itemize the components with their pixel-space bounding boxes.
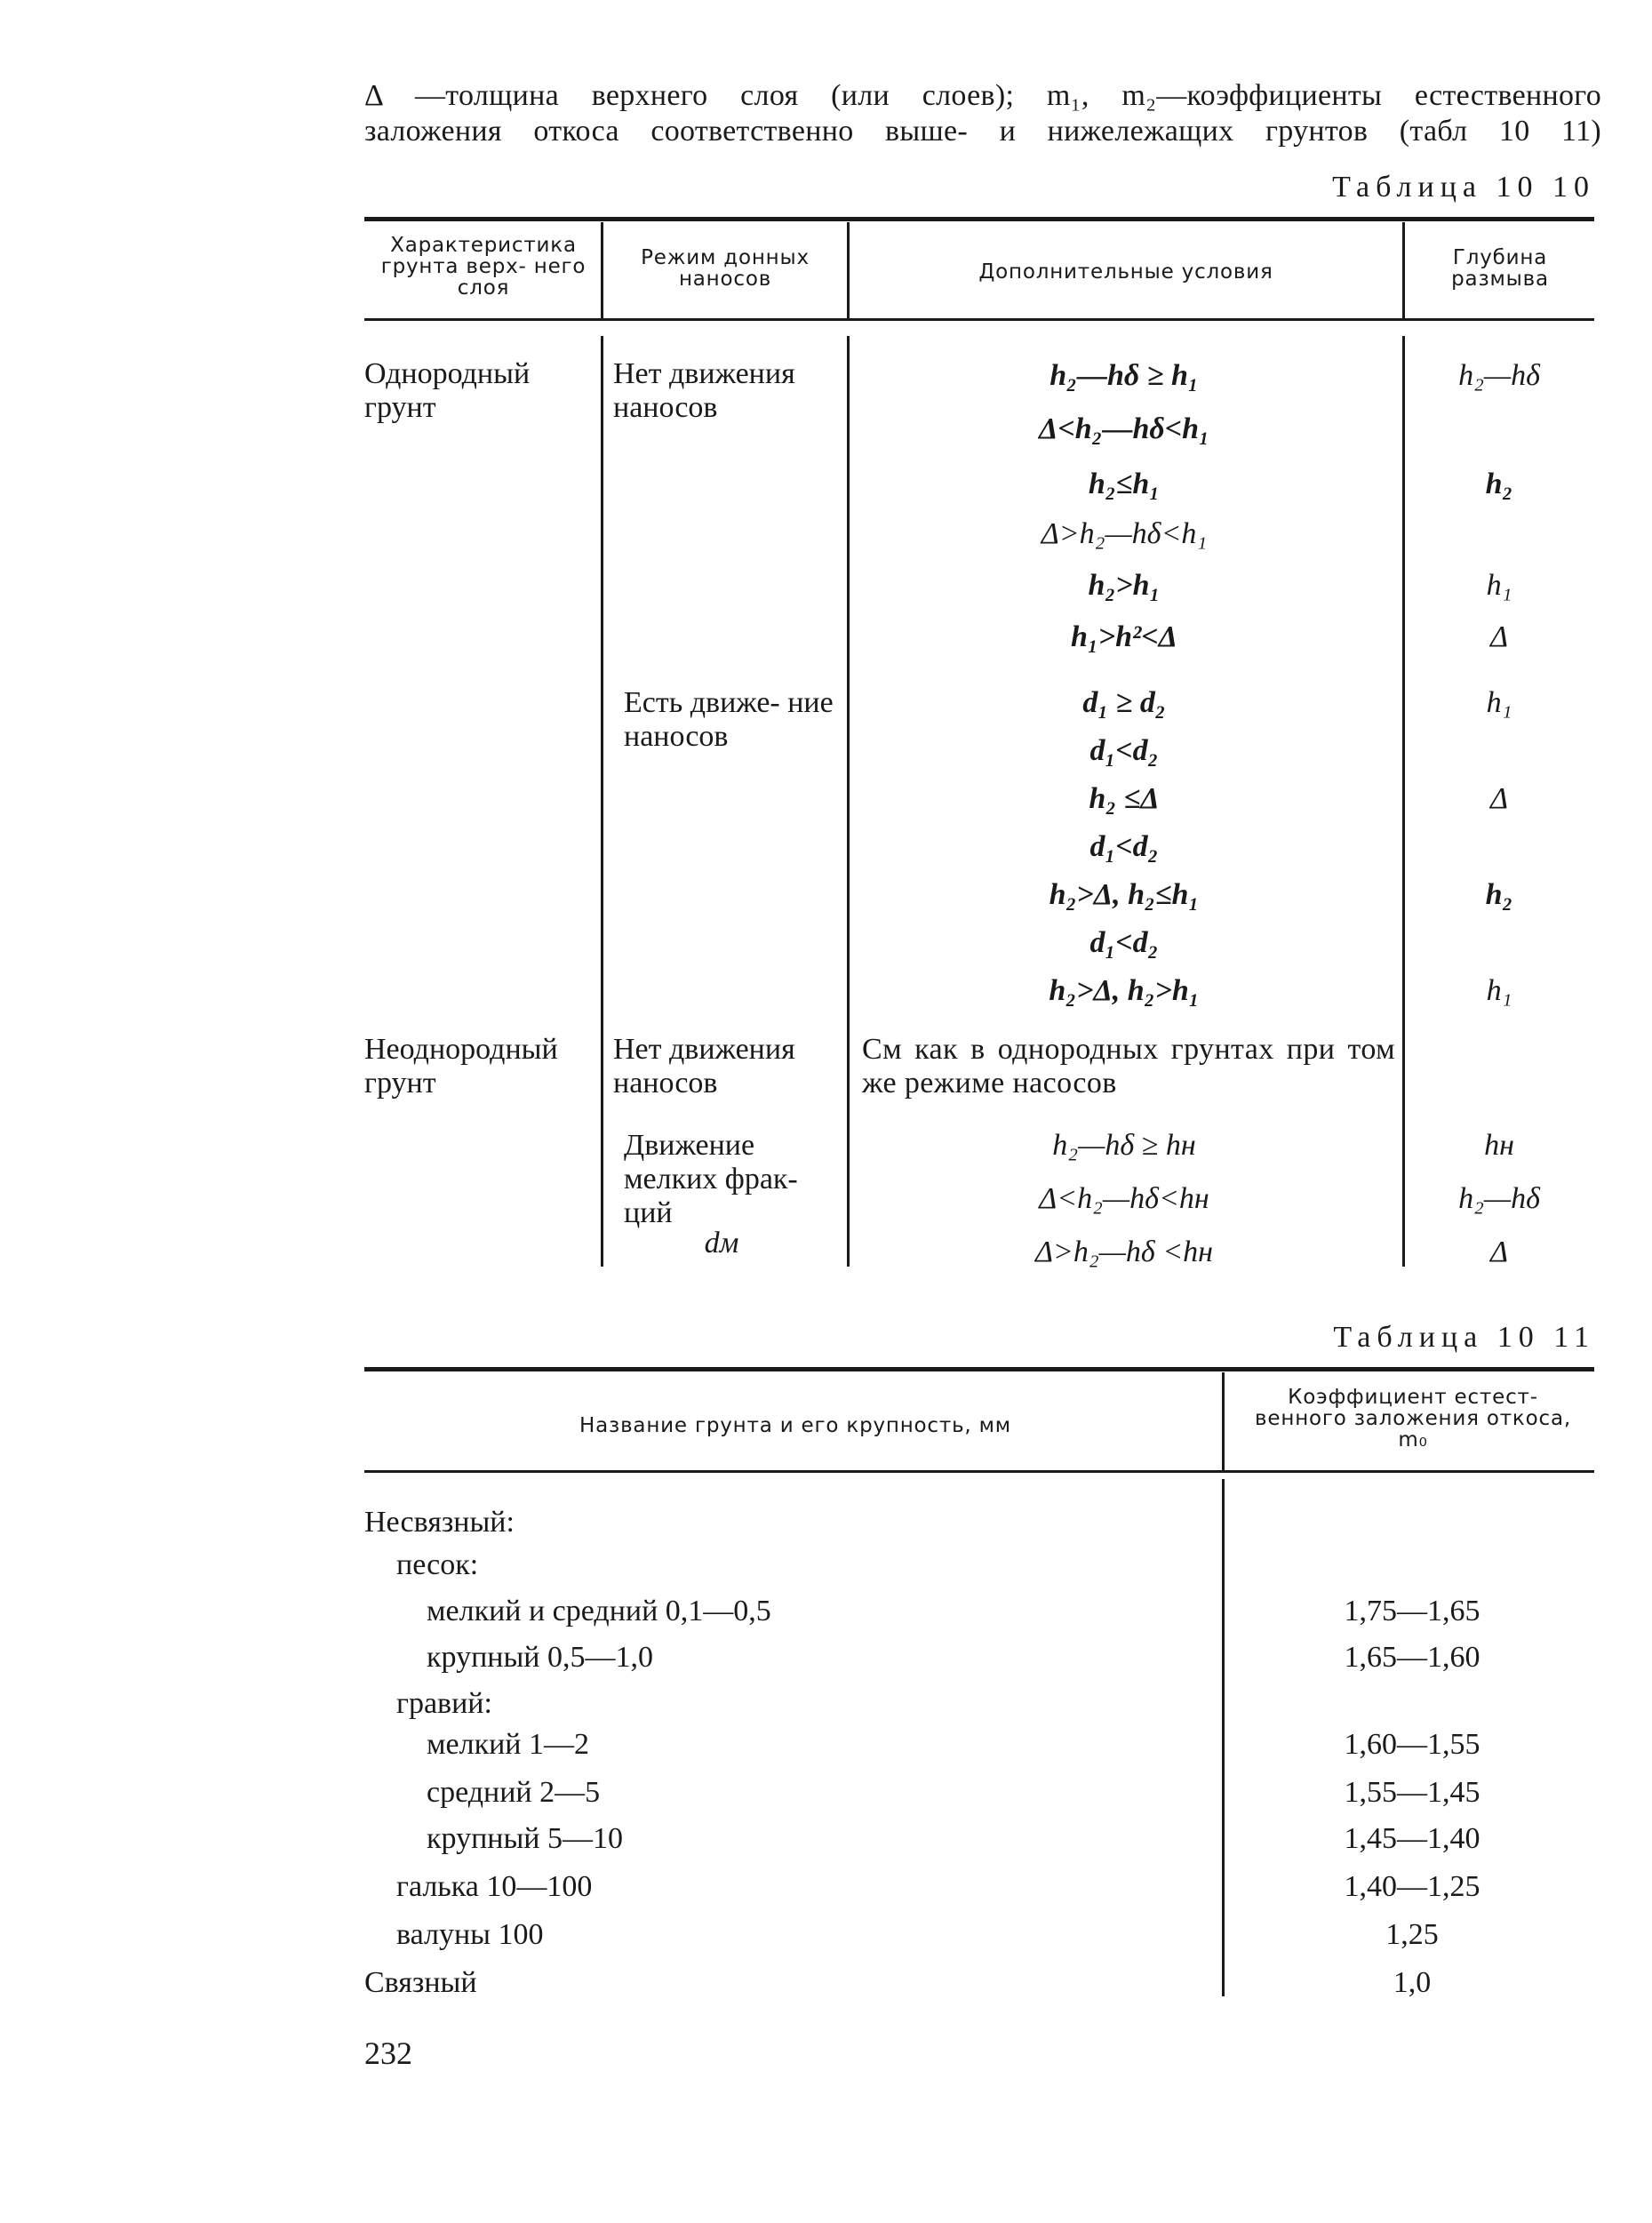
t11-row-3-value: 1,75—1,65 xyxy=(1344,1595,1480,1627)
regime-fine-fraction-symbol: dм xyxy=(704,1227,739,1259)
header-soil-name: Название грунта и его крупность, мм xyxy=(579,1414,1011,1437)
t11-row-10-value: 1,25 xyxy=(1385,1918,1439,1951)
header-soil-characteristic: Характеристика грунта верх- него слоя xyxy=(380,234,587,300)
regime-movement: Есть движе- ние наносов xyxy=(624,686,834,753)
regime-fine-fraction-movement: Движение мелких фрак- ций xyxy=(624,1129,798,1229)
t11-row-6-name: мелкий 1—2 xyxy=(427,1728,589,1761)
header-scour-depth: Глубина размыва xyxy=(1451,246,1549,291)
regime-no-movement-heterogeneous: Нет движения наносов xyxy=(613,1033,795,1100)
condition-row-4: Δ>h₂—hδ<h₁ xyxy=(1041,517,1208,550)
depth-row-1: h₂—hδ xyxy=(1458,359,1540,392)
table-10-10-caption: Таблица 10 10 xyxy=(1332,171,1595,204)
page-number: 232 xyxy=(364,2035,412,2071)
condition-row-6: h₁>h²<Δ xyxy=(1071,620,1177,653)
depth-row-5: h₁ xyxy=(1486,686,1512,719)
condition-row-12: d₁<d₂ xyxy=(1089,926,1159,959)
t11-row-5-name: гравий: xyxy=(396,1687,492,1720)
t11-row-3-name: мелкий и средний 0,1—0,5 xyxy=(427,1595,771,1627)
table-10-11-body-divider xyxy=(1222,1479,1225,1996)
depth-row-4: Δ xyxy=(1490,620,1508,653)
condition-row-5: h₂>h₁ xyxy=(1088,569,1161,602)
t11-row-10-name: валуны 100 xyxy=(396,1918,544,1951)
depth-row-3: h₁ xyxy=(1486,569,1512,602)
table-10-10-body-divider-1 xyxy=(601,336,603,1267)
t11-row-11-name: Связный xyxy=(364,1966,477,1999)
condition-row-8: d₁<d₂ xyxy=(1089,734,1159,767)
intro-line-1: Δ —толщина верхнего слоя (или слоев); m₁, m₂—коэффициенты естественного xyxy=(364,79,1601,112)
depth-row-8: h₁ xyxy=(1486,974,1512,1007)
condition-row-13: h₂>Δ, h₂>h₁ xyxy=(1049,974,1200,1007)
condition-row-9: h₂ ≤Δ xyxy=(1089,782,1160,815)
t11-row-8-value: 1,45—1,40 xyxy=(1344,1822,1480,1855)
condition-row-2: Δ<h₂—hδ<h₁ xyxy=(1039,412,1209,445)
header-additional-conditions: Дополнительные условия xyxy=(978,260,1273,284)
condition-row-17: Δ>h₂—hδ <hн xyxy=(1034,1235,1214,1268)
t11-row-4-value: 1,65—1,60 xyxy=(1344,1641,1480,1674)
table-10-11-header-rule xyxy=(364,1470,1594,1473)
table-10-11-caption: Таблица 10 11 xyxy=(1333,1321,1595,1354)
header-sediment-regime: Режим донных наносов xyxy=(641,246,810,291)
table-10-10-top-rule xyxy=(364,217,1594,221)
table-10-11-header-divider xyxy=(1222,1372,1225,1470)
depth-row-6: Δ xyxy=(1490,782,1508,815)
depth-row-2: h₂ xyxy=(1485,468,1513,500)
condition-row-15: h₂—hδ ≥ hн xyxy=(1052,1129,1196,1162)
intro-line-2: заложения откоса соответственно выше- и нижележащих грунтов (табл 10 11) xyxy=(364,115,1601,148)
soil-homogeneous: Однородный грунт xyxy=(364,357,531,424)
table-10-10-header-divider-1 xyxy=(601,222,603,318)
condition-row-3: h₂≤h₁ xyxy=(1088,468,1161,500)
t11-row-11-value: 1,0 xyxy=(1393,1966,1432,1999)
t11-row-7-value: 1,55—1,45 xyxy=(1344,1776,1480,1809)
table-10-10-header-divider-2 xyxy=(847,222,850,318)
condition-row-11: h₂>Δ, h₂≤h₁ xyxy=(1049,878,1200,911)
t11-row-9-name: галька 10—100 xyxy=(396,1870,593,1903)
condition-row-7: d₁ ≥ d₂ xyxy=(1082,686,1166,719)
condition-row-16: Δ<h₂—hδ<hн xyxy=(1039,1182,1209,1215)
soil-heterogeneous: Неоднородный грунт xyxy=(364,1033,558,1100)
t11-row-8-name: крупный 5—10 xyxy=(427,1822,623,1855)
header-slope-coefficient: Коэффициент естест- венного заложения откоса, m₀ xyxy=(1255,1386,1571,1451)
t11-row-6-value: 1,60—1,55 xyxy=(1344,1728,1480,1761)
depth-row-10: h₂—hδ xyxy=(1458,1182,1540,1215)
depth-row-11: Δ xyxy=(1490,1235,1508,1268)
condition-row-10: d₁<d₂ xyxy=(1089,830,1159,863)
table-10-10-header-rule xyxy=(364,318,1594,321)
intro-paragraph xyxy=(364,78,1601,149)
condition-see-homogeneous: См как в однородных грунтах при том же режиме насосов xyxy=(862,1033,1395,1100)
t11-row-9-value: 1,40—1,25 xyxy=(1344,1870,1480,1903)
table-10-11-top-rule xyxy=(364,1367,1594,1371)
regime-no-movement: Нет движения наносов xyxy=(613,357,795,424)
depth-row-7: h₂ xyxy=(1485,878,1513,911)
depth-row-9: hн xyxy=(1484,1129,1514,1162)
t11-row-2-name: песок: xyxy=(396,1548,479,1581)
t11-row-1-name: Несвязный: xyxy=(364,1506,515,1539)
table-10-10-header-divider-3 xyxy=(1402,222,1405,318)
condition-row-1: h₂—hδ ≥ h₁ xyxy=(1049,359,1199,392)
t11-row-4-name: крупный 0,5—1,0 xyxy=(427,1641,653,1674)
t11-row-7-name: средний 2—5 xyxy=(427,1776,601,1809)
